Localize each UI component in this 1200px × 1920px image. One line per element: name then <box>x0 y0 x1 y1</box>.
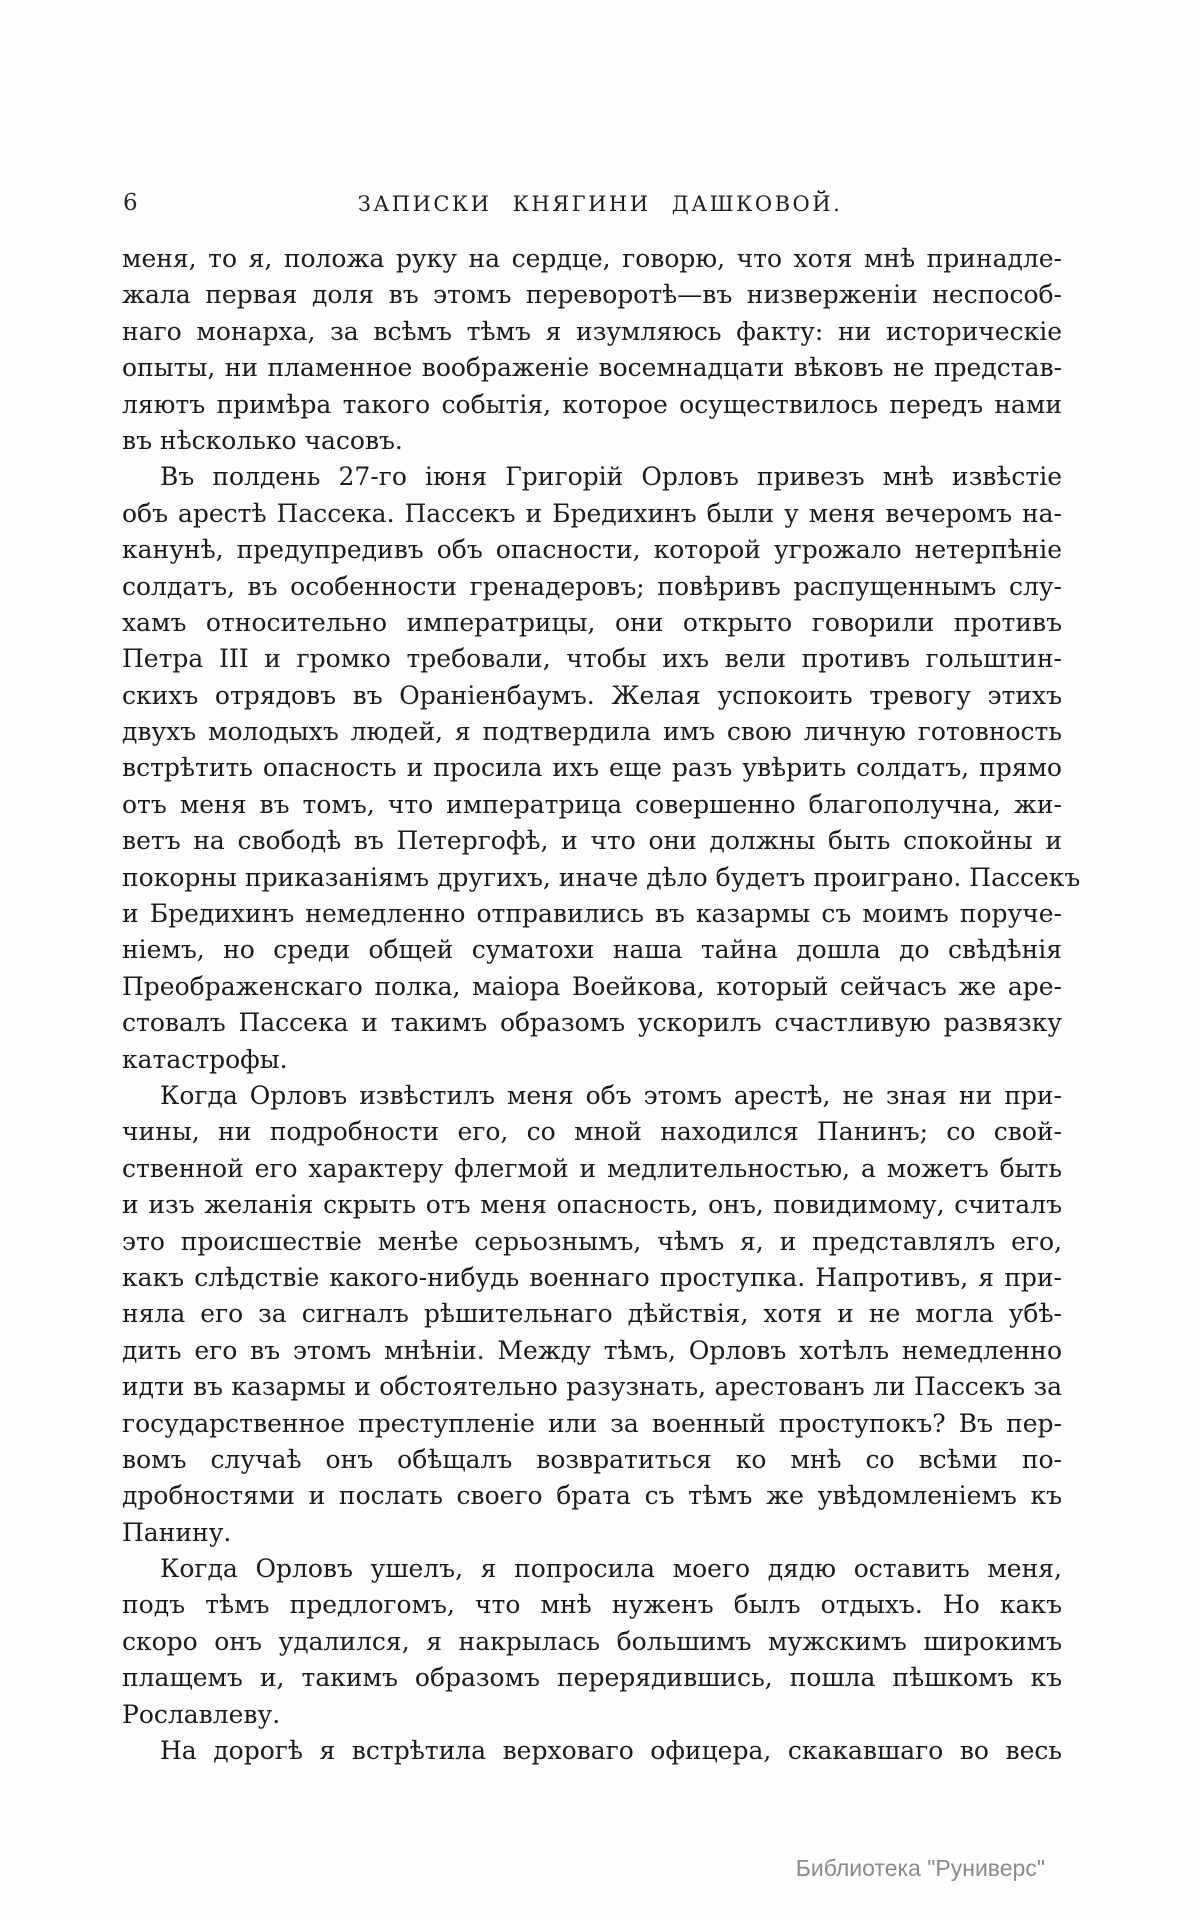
text-line: ветъ на свободѣ въ Петергофѣ, и что они должны быть спокойны и <box>122 826 1062 856</box>
text-line: вомъ случаѣ онъ обѣщалъ возвратиться ко мнѣ со всѣми по- <box>122 1444 1062 1474</box>
page-number: 6 <box>123 190 138 216</box>
text-line: чины, ни подробности его, со мной находился Панинъ; со свой- <box>122 1117 1062 1147</box>
text-line: отъ меня въ томъ, что императрица совершенно благополучна, жи- <box>122 789 1062 819</box>
text-line: и изъ желанія скрыть отъ меня опасность, онъ, повидимому, считалъ <box>122 1190 1062 1220</box>
text-line: хамъ относительно императрицы, они открыто говорили противъ <box>122 607 1062 637</box>
text-line: дробностями и послать своего брата съ тѣмъ же увѣдомленіемъ къ <box>122 1481 1062 1511</box>
text-line: Когда Орловъ ушелъ, я попросила моего дядю оставить меня, <box>160 1554 1062 1584</box>
text-line: катастрофы. <box>122 1044 288 1074</box>
text-line: На дорогѣ я встрѣтила верховаго офицера, скакавшаго во весь <box>160 1736 1062 1766</box>
text-line: объ арестѣ Пассека. Пассекъ и Бредихинъ были у меня вечеромъ на- <box>122 498 1062 528</box>
text-line: стовалъ Пассека и такимъ образомъ ускорилъ счастливую развязку <box>122 1008 1062 1038</box>
text-line: и Бредихинъ немедленно отправились въ казармы съ моимъ поруче- <box>122 899 1062 929</box>
text-line: наго монарха, за всѣмъ тѣмъ я изумляюсь факту: ни историческіе <box>122 316 1062 346</box>
library-watermark: Библиотека "Руниверс" <box>795 1855 1045 1881</box>
text-line: Рославлеву. <box>122 1699 281 1729</box>
text-line: солдатъ, въ особенности гренадеровъ; повѣривъ распущеннымъ слу- <box>122 571 1062 601</box>
text-line: покорны приказаніямъ другихъ, иначе дѣло будетъ проиграно. Пассекъ <box>122 862 1081 892</box>
text-line: идти въ казармы и обстоятельно разузнать, арестованъ ли Пассекъ за <box>122 1372 1062 1402</box>
text-line: ственной его характеру флегмой и медлительностью, а можетъ быть <box>122 1153 1062 1183</box>
text-line: встрѣтить опасность и просила ихъ еще разъ увѣрить солдатъ, прямо <box>122 753 1062 783</box>
running-title: ЗАПИСКИ КНЯГИНИ ДАШКОВОЙ. <box>357 192 843 216</box>
page-header <box>0 190 1200 224</box>
text-line: Преображенскаго полка, маіора Воейкова, который сейчасъ же аре- <box>122 971 1062 1001</box>
text-line: подъ тѣмъ предлогомъ, что мнѣ нуженъ былъ отдыхъ. Но какъ <box>122 1590 1062 1620</box>
text-line: опыты, ни пламенное воображеніе восемнадцати вѣковъ не представ- <box>122 353 1062 383</box>
text-line: меня, то я, положа руку на сердце, говорю, что хотя мнѣ принадле- <box>122 244 1062 273</box>
text-line: плащемъ и, такимъ образомъ перерядившись, пошла пѣшкомъ къ <box>122 1663 1062 1693</box>
text-line: двухъ молодыхъ людей, я подтвердила имъ свою личную готовность <box>122 717 1062 747</box>
text-line: Когда Орловъ извѣстилъ меня объ этомъ арестѣ, не зная ни при- <box>160 1080 1062 1110</box>
text-line: ніемъ, но среди общей суматохи наша тайна дошла до свѣдѣнія <box>122 935 1062 965</box>
text-line: дить его въ этомъ мнѣніи. Между тѣмъ, Орловъ хотѣлъ немедленно <box>122 1335 1062 1365</box>
text-line: жала первая доля въ этомъ переворотѣ—въ низверженіи неспособ- <box>122 280 1062 310</box>
text-line: это происшествіе менѣе серьознымъ, чѣмъ я, и представлялъ его, <box>122 1226 1062 1256</box>
text-line: какъ слѣдствіе какого-нибудь военнаго проступка. Напротивъ, я при- <box>122 1262 1062 1292</box>
text-line: Петра III и громко требовали, чтобы ихъ вели противъ гольштин- <box>122 644 1062 674</box>
text-line: скихъ отрядовъ въ Ораніенбаумъ. Желая успокоить тревогу этихъ <box>122 680 1062 710</box>
text-line: няла его за сигналъ рѣшительнаго дѣйствія, хотя и не могла убѣ- <box>122 1299 1062 1329</box>
text-line: скоро онъ удалился, я накрылась большимъ мужскимъ широкимъ <box>122 1626 1062 1656</box>
text-line: канунѣ, предупредивъ объ опасности, которой угрожало нетерпѣніе <box>122 535 1062 565</box>
text-line: Панину. <box>122 1517 232 1547</box>
body-text <box>122 241 1081 1769</box>
text-line: государственное преступленіе или за военный проступокъ? Въ пер- <box>122 1408 1062 1438</box>
text-line: Въ полдень 27-го іюня Григорій Орловъ привезъ мнѣ извѣстіе <box>160 462 1062 492</box>
text-line: ляютъ примѣра такого событія, которое осуществилось передъ нами <box>122 389 1062 419</box>
text-line: въ нѣсколько часовъ. <box>122 425 403 455</box>
